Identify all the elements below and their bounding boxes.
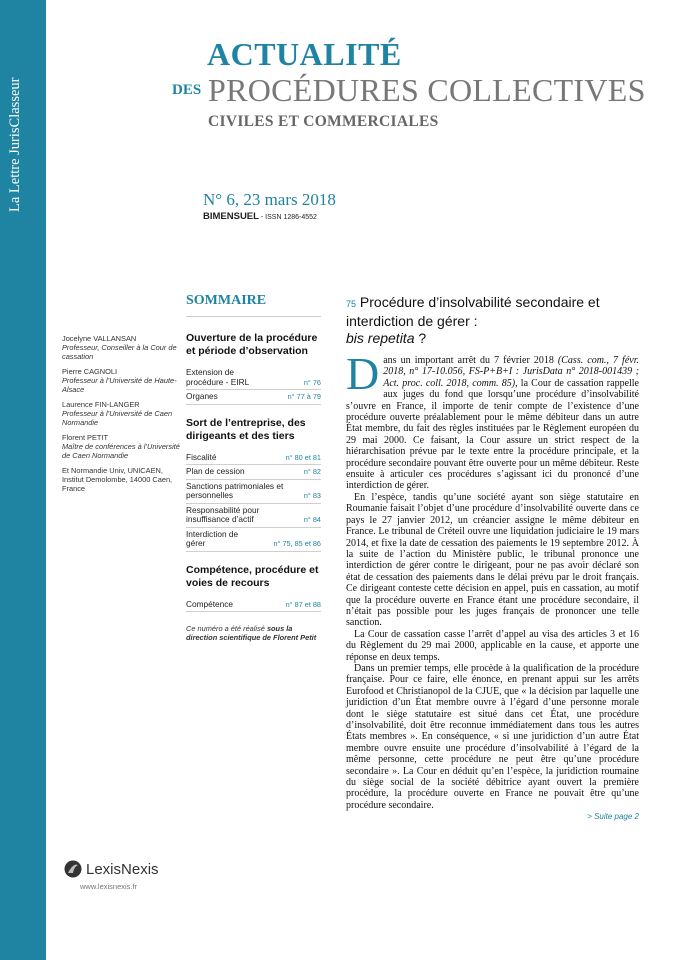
p1-rest: , la Cour de cassation rappelle aux juges du fond que lorsqu’une procédure d’insolvabilité s’ouvre en France, il importe de tenir compte de l’existence d’une procédure ouverte préalablement pour le même débiteur dans un autre État membre, du fait des règles instituées par le Règlement européen du 29 mai 2000. Ce faisant, la Cour assure un strict respect de la hiérarchisation prévue par le texte entre la procédure principale, et la procédure secondaire pouvant être ouverte pour un même débiteur. Reste ensuite à articuler ces procédures s’agissant ici du prononcé d’une interdiction de gérer. [346,377,639,492]
toc-row[interactable] [186,528,321,552]
p1-start: ans un important arrêt du 7 février 2018 [383,355,558,366]
article-title-main: Procédure d’insolvabilité secondaire et interdiction de gérer : [346,294,600,329]
frequency [203,211,317,222]
article-title-end: ? [414,330,427,346]
table-of-contents [186,293,321,642]
author [62,334,180,361]
masthead-procedures: PROCÉDURES COLLECTIVES [208,72,646,108]
author [62,367,180,394]
article-paragraph: Dans un premier temps, elle procède à la qualification de la procédure française. Pour ce faire, elle énonce, en prenant appui sur les arrêts Eurofood et Christianopol de la CJUE, que « la décision par laquelle une juridiction d’un État membre ouvre à l’égard d’une personne morale dont le siège statutaire est situé dans cet État, une procédure d’insolvabilité, doit être reconnue immédiatement dans tous les autres États membres ». En conséquence, « si une juridiction d’un autre État membre ouvre ensuite une procédure d’insolvabilité à l’égard de la même personne, cette procédure ne peut être qu’une procédure secondaire ». La Cour en déduit qu’en l’espèce, la juridiction roumaine du siège social de la société débitrice ayant ouvert la première procédure, la procédure ouverte en France ne pouvait être qu’une procédure secondaire. [346,662,639,811]
article-body [346,348,639,811]
toc-row[interactable] [186,451,321,466]
toc-ref[interactable]: n° 75, 85 et 86 [273,539,321,548]
toc-row[interactable] [186,480,321,504]
author-name: Jocelyne VALLANSAN [62,334,137,343]
publisher-url[interactable]: www.lexisnexis.fr [80,882,138,891]
lexisnexis-logo-icon [64,860,82,878]
toc-row[interactable] [186,598,321,613]
toc-section-title: Sort de l’entreprise, des dirigeants et des tiers [186,416,306,442]
article-title-italic: bis repetita [346,330,415,346]
article-title [346,294,639,347]
author-name: Florent PETIT [62,433,108,442]
toc-row[interactable] [186,366,321,390]
note-prefix: Ce numéro a été réalisé [186,624,267,633]
drop-cap: D [346,348,380,399]
author-title: Professeur à l’Université de Haute-Alsace [62,376,177,394]
toc-label: Organes [186,391,218,401]
masthead-civiles: CIVILES ET COMMERCIALES [208,113,439,130]
sidebar-band: La Lettre JurisClasseur [0,0,46,960]
toc-row[interactable] [186,465,321,480]
p1-citation: (Cass. com., 7 févr. 2018, n° 17-10.056, FS-P+B+I : JurisData n° 2018-001439 ; Act. proc. coll. 2018, comm. 85) [383,355,639,389]
toc-section [186,332,321,405]
toc-section [186,564,321,613]
author-name: Et Normandie Univ, UNICAEN, Institut Demolombe, 14000 Caen, France [62,466,173,493]
note-bold: sous la direction scientifique de Florent Petit [186,624,317,642]
toc-ref[interactable]: n° 83 [303,491,321,500]
logo-text: LexisNexis [86,860,159,878]
article-paragraph: En l’espèce, tandis qu’une société ayant son siège statutaire en Roumanie faisait l’objet d’une procédure d’insolvabilité ouverte dans ce pays le 27 janvier 2012, un créancier assigne le même débiteur en France. Le tribunal de Créteil ouvre une liquidation judiciaire le 19 mars 2014, et fixe la date de cessation des paiements le 19 septembre 2012. À la suite de l’action du Ministère public, le tribunal prononce une interdiction de gérer contre le dirigeant, pour ne pas avoir déclaré son état de cessation des paiements dans le délai prévu par le droit français. Ce dirigeant conteste cette décision en appel, puis en cassation, au motif que la procédure ouverte en France étant une procédure secondaire, il n’était pas possible pour les juges français de prononcer une telle sanction. [346,491,639,629]
toc-section-title: Compétence, procédure et voies de recours [186,563,319,589]
toc-ref[interactable]: n° 77 à 79 [287,392,321,401]
issn: - ISSN 1286-4552 [258,214,317,221]
author-name: Pierre CAGNOLI [62,367,118,376]
bimensuel-label: BIMENSUEL [203,211,259,222]
sommaire-heading: SOMMAIRE [186,293,321,317]
masthead-des: DES [172,82,202,98]
toc-ref[interactable]: n° 84 [303,515,321,524]
toc-label: Sanctions patrimoniales et personnelles [186,480,284,500]
toc-label: Compétence [186,598,234,609]
toc-row[interactable] [186,390,321,405]
toc-ref[interactable]: n° 82 [303,467,321,476]
toc-label: Extension de procédure - EIRL [186,367,250,387]
author-title: Professeur, Conseiller à la Cour de cassation [62,343,177,361]
publisher-logo [64,860,159,878]
toc-ref[interactable]: n° 76 [303,377,321,387]
toc-label: Fiscalité [186,451,217,462]
lead-article [346,294,639,821]
article-number: 75 [346,299,357,309]
author-list [62,334,180,499]
toc-ref[interactable]: n° 80 et 81 [285,452,321,462]
author-title: Professeur à l’Université de Caen Normandie [62,409,173,427]
toc-row[interactable] [186,504,321,528]
toc-section-title: Ouverture de la procédure et période d’observation [186,332,318,357]
author-title: Maître de conférences à l’Université de Caen Normandie [62,442,180,460]
toc-label: Interdiction de gérer [186,528,239,548]
author [62,433,180,460]
toc-ref[interactable]: n° 87 et 88 [285,599,321,609]
continue-link[interactable]: > Suite page 2 [587,812,639,822]
author-name: Laurence FIN-LANGER [62,400,140,409]
article-paragraph [346,348,639,492]
editorial-note [186,624,321,642]
author [62,400,180,427]
masthead-actualite: ACTUALITÉ [207,36,402,72]
author [62,466,180,493]
issue-number: N° 6, 23 mars 2018 [203,190,336,209]
toc-label: Plan de cession [186,466,245,476]
toc-label: Responsabilité pour insuffisance d’actif [186,504,260,524]
article-paragraph: La Cour de cassation casse l’arrêt d’appel au visa des articles 3 et 16 du Règlement du 29 mai 2000, applicable en la cause, et apporte une réponse en deux temps. [346,628,639,663]
toc-section [186,417,321,552]
